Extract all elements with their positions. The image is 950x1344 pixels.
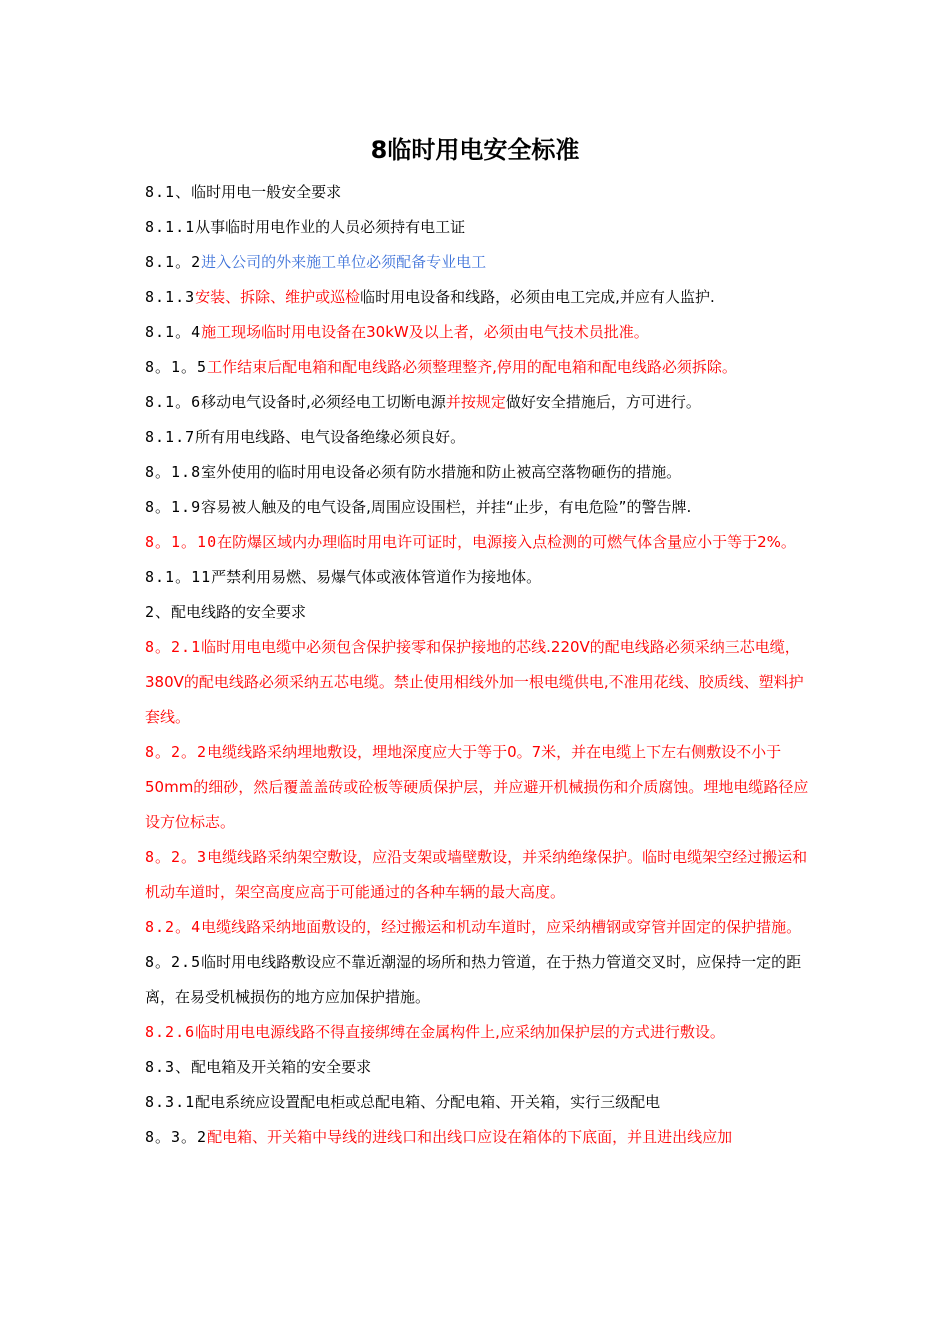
paragraph [145,455,813,490]
section-number: 8。2。3 [145,848,208,866]
paragraph-text: 工作结束后配电箱和配电线路必须整理整齐,停用的配电箱和配电线路必须拆除。 [207,358,737,376]
section-number: 8.2。4 [145,918,202,936]
section-number: 8.3.1 [145,1093,196,1111]
paragraph-text: 在防爆区域内办理临时用电许可证时，电源接入点检测的可燃气体含量应小于等于2%。 [217,533,796,551]
paragraph [145,315,813,350]
paragraph [145,910,813,945]
document-body [145,175,813,1155]
paragraph [145,1120,813,1155]
paragraph-text: 安装、拆除、维护或巡检 [195,288,361,306]
section-number: 8.3、 [145,1058,192,1076]
section-number: 8.2.6 [145,1023,196,1041]
paragraph-text: 配电箱、开关箱中导线的进线口和出线口应设在箱体的下底面，并且进出线应加 [207,1128,733,1146]
section-number: 8。2。2 [145,743,208,761]
paragraph [145,945,813,1015]
paragraph-text: 室外使用的临时用电设备必须有防水措施和防止被高空落物砸伤的措施。 [201,463,682,481]
section-number: 8.1、 [145,183,192,201]
section-number: 8。1.8 [145,463,202,481]
paragraph-text: 电缆线路采纳埋地敷设，埋地深度应大于等于0。7米，并在电缆上下左右侧敷设不小于50mm的细砂，然后覆盖盖砖或砼板等硬质保护层，并应避开机械损伤和介质腐蚀。埋地电缆路径应设方位标志。 [145,743,809,831]
paragraph [145,595,813,630]
paragraph [145,1015,813,1050]
paragraph-text: 移动电气设备时,必须经电工切断电源 [201,393,446,411]
paragraph-text: 配电线路的安全要求 [171,603,307,621]
paragraph-text: 从事临时用电作业的人员必须持有电工证 [195,218,466,236]
section-number: 8。1。5 [145,358,208,376]
paragraph-text: 配电箱及开关箱的安全要求 [191,1058,372,1076]
section-number: 2、 [145,603,172,621]
paragraph [145,175,813,210]
paragraph-text: 做好安全措施后，方可进行。 [505,393,701,411]
paragraph-text: 所有用电线路、电气设备绝缘必须良好。 [195,428,466,446]
paragraph-text: 进入公司的外来施工单位必须配备专业电工 [201,253,487,271]
paragraph-text: 临时用电线路敷设应不靠近潮湿的场所和热力管道，在于热力管道交叉时，应保持一定的距离，在易受机械损伤的地方应加保护措施。 [145,953,802,1006]
paragraph [145,245,813,280]
section-number: 8.1.1 [145,218,196,236]
paragraph-text: 配电系统应设置配电柜或总配电箱、分配电箱、开关箱，实行三级配电 [195,1093,661,1111]
paragraph-text: 严禁利用易燃、易爆气体或液体管道作为接地体。 [211,568,542,586]
section-number: 8.1。4 [145,323,202,341]
paragraph [145,630,813,735]
paragraph-text: 临时用电电源线路不得直接绑缚在金属构件上,应采纳加保护层的方式进行敷设。 [195,1023,725,1041]
section-number: 8。2.1 [145,638,202,656]
section-number: 8.1.3 [145,288,196,306]
paragraph [145,1085,813,1120]
document-title: 8临时用电安全标准 [370,136,580,164]
paragraph [145,350,813,385]
paragraph-text: 容易被人触及的电气设备,周围应设围栏，并挂“止步，有电危险”的警告牌. [201,498,692,516]
section-number: 8.1。6 [145,393,202,411]
paragraph-text: 临时用电设备和线路，必须由电工完成,并应有人监护. [360,288,715,306]
paragraph [145,280,813,315]
paragraph-text: 电缆线路采纳地面敷设的，经过搬运和机动车道时，应采纳槽钢或穿管并固定的保护措施。 [201,918,802,936]
paragraph-text: 临时用电一般安全要求 [191,183,342,201]
paragraph [145,525,813,560]
section-number: 8。1.9 [145,498,202,516]
paragraph [145,210,813,245]
paragraph [145,420,813,455]
paragraph-text: 施工现场临时用电设备在30kW及以上者，必须由电气技术员批准。 [201,323,649,341]
paragraph-text: 电缆线路采纳架空敷设，应沿支架或墙壁敷设，并采纳绝缘保护。临时电缆架空经过搬运和机动车道时，架空高度应高于可能通过的各种车辆的最大高度。 [145,848,808,901]
section-number: 8。2.5 [145,953,202,971]
paragraph [145,490,813,525]
paragraph [145,735,813,840]
section-number: 8。1。10 [145,533,218,551]
paragraph [145,840,813,910]
paragraph [145,560,813,595]
section-number: 8.1.7 [145,428,196,446]
section-number: 8。3。2 [145,1128,208,1146]
paragraph [145,1050,813,1085]
section-number: 8.1。11 [145,568,212,586]
paragraph-text: 临时用电电缆中必须包含保护接零和保护接地的芯线.220V的配电线路必须采纳三芯电缆，380V的配电线路必须采纳五芯电缆。禁止使用相线外加一根电缆供电,不准用花线、胶质线、塑料护套线。 [145,638,804,726]
paragraph [145,385,813,420]
section-number: 8.1。2 [145,253,202,271]
paragraph-text: 并按规定 [445,393,506,411]
